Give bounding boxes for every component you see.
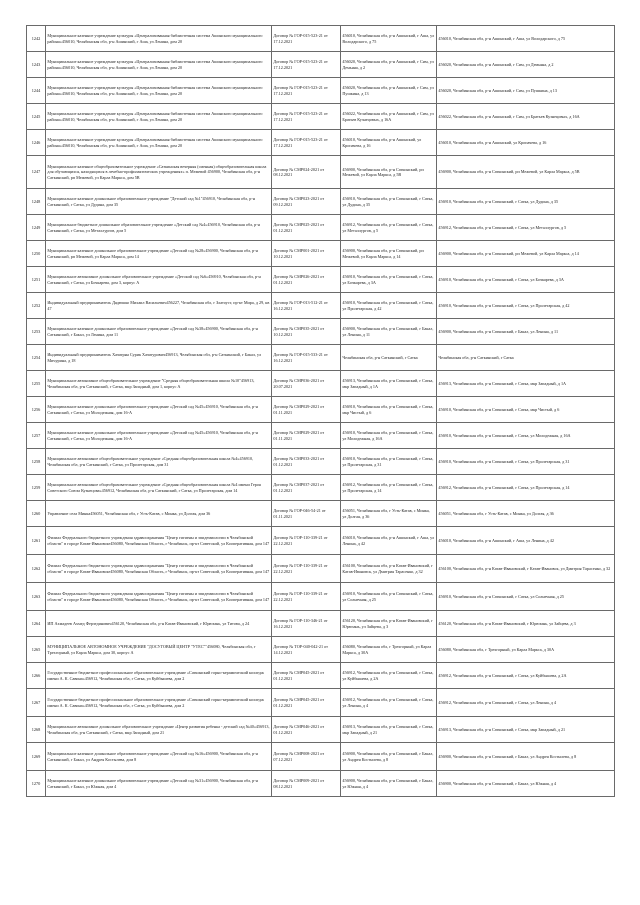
organization-name: Муниципальное казенное учреждение культуры «Централизованная библиотечная система Ашинского муниципального района»456010, Челябинская обл, р-н Ашинский, г Аша, ул Ленина, дом 20: [46, 104, 272, 130]
contract-reference: Договор № СМР025-2021 от 01.12.2021: [272, 215, 341, 241]
row-number: 1247: [27, 156, 46, 189]
service-address: 456900, Челябинская обл, р-н Саткинский, г Бакал, ул Ленина, д 11: [341, 319, 437, 345]
site-address: 456913, Челябинская обл, р-н Саткинский, г Сатка, мкр Западный, д 1А: [437, 371, 615, 397]
service-address: 456910, Челябинская обл, р-н Саткинский, г Сатка, ул Пролетарская, д 31: [341, 449, 437, 475]
service-address: 456910, Челябинская обл, р-н Саткинский, г Сатка, мкр Чистый, д 6: [341, 397, 437, 423]
service-address: 456910, Челябинская обл, р-н Саткинский, г Сатка, ул Пролетарская, д 42: [341, 293, 437, 319]
site-address: 456900, Челябинская обл, р-н Саткинский, рп Межевой, ул Карла Маркса, д 5В: [437, 156, 615, 189]
service-address: 456020, Челябинская обл, р-н Ашинский, г Сим, ул Демьяна, д 2: [341, 52, 437, 78]
registry-table: [26, 25, 615, 797]
organization-name: Муниципальное казенное дошкольное образовательное учреждение «Детский сад №45»456910, Челябинская обл, р-н Саткинский, г Сатка, ул Молодежная, дом 16-А: [46, 397, 272, 423]
table-row: [27, 215, 615, 241]
table-row: [27, 423, 615, 449]
organization-name: ИП Ахмадеев Ахмед Ферзединович456120, Челябинская обл, р-н Катав-Ивановский, г Юрюзань, ул Титова, д 24: [46, 611, 272, 637]
site-address: 456120, Челябинская обл, р-н Катав-Ивановский, г Юрюзань, ул Зайцева, д 3: [437, 611, 615, 637]
site-address: 456022, Челябинская обл, р-н Ашинский, г Сим, ул Братьев Кузнецовых, д 16А: [437, 104, 615, 130]
row-number: 1242: [27, 26, 46, 52]
row-number: 1263: [27, 583, 46, 611]
site-address: 456910, Челябинская обл, р-н Саткинский, г Сатка, ул Солнечная, д 25: [437, 583, 615, 611]
row-number: 1252: [27, 293, 46, 319]
row-number: 1254: [27, 345, 46, 371]
table-row: [27, 555, 615, 583]
organization-name: Филиал Федерального бюджетного учреждения здравоохранения "Центр гигиены и эпидемиологии в Челябинской области" в городе Катав-Ивановске456080, Челябинская Область, г Челябинск, пр-кт Советский, ул Кооперативная, дом 147: [46, 527, 272, 555]
row-number: 1251: [27, 267, 46, 293]
site-address: 456910, Челябинская обл, р-н Саткинский, г Сатка, ул Молодежная, д 16А: [437, 423, 615, 449]
table-row: [27, 611, 615, 637]
organization-name: Филиал Федерального бюджетного учреждения здравоохранения "Центр гигиены и эпидемиологии в Челябинской области" в городе Катав-Ивановске456080, Челябинская Область, г Челябинск, пр-кт Советский, ул Кооперативная, дом 147: [46, 583, 272, 611]
row-number: 1249: [27, 215, 46, 241]
organization-name: Государственное бюджетное профессиональное образовательное учреждение «Саткинский горно-керамический колледж имени А. К. Савина»456912, Челябинская обл, г Сатка, ул Куйбышева, дом 2: [46, 663, 272, 689]
contract-reference: Договор № ГОР-110-339-21 от 22.12.2021: [272, 555, 341, 583]
contract-reference: Договор № ГОР-013-512-21 от 16.12.2021: [272, 293, 341, 319]
organization-name: Муниципальное казенное дошкольное образовательное учреждение «Детский сад №38»456900, Челябинская обл, р-н Саткинский, г Бакал, ул Ленина, дом 11: [46, 319, 272, 345]
contract-reference: Договор № СМР046-2021 от 01.12.2021: [272, 717, 341, 743]
site-address: 456010, Челябинская обл, р-н Ашинский, ул Кропачева, д 16: [437, 130, 615, 156]
table-row: [27, 156, 615, 189]
row-number: 1261: [27, 527, 46, 555]
organization-name: Управление села Минка456051, Челябинская обл, г Усть-Катав, с Минка, ул Долгая, дом 36: [46, 501, 272, 527]
service-address: 456900, Челябинская обл, р-н Саткинский, рп Межевой, ул Карла Маркса, д 5В: [341, 156, 437, 189]
service-address: 456913, Челябинская обл, р-н Саткинский, г Сатка, мкр Западный, д 1А: [341, 371, 437, 397]
organization-name: Муниципальное автономное дошкольное образовательное учреждение «Центр развития ребенка - детский сад №40»456913, Челябинская обл, р-н Саткинский, г Сатка, мкр Западный, дом 21: [46, 717, 272, 743]
organization-name: Муниципальное казенное общеобразовательное учреждение «Саткинская вечерняя (сменная) общеобразовательная школа для обучающихся, находящихся в лечебно-профилактических учреждениях» п. Межевой 456900, Челябинская обл, р-н Саткинский, рп Межевой, ул Карла Маркса, дом 5В: [46, 156, 272, 189]
service-address: 456120, Челябинская обл, р-н Катав-Ивановский, г Юрюзань, ул Зайцева, д 3: [341, 611, 437, 637]
service-address: 456020, Челябинская обл, р-н Ашинский, г Сим, ул Пушкина, д 13: [341, 78, 437, 104]
row-number: 1270: [27, 771, 46, 797]
row-number: 1265: [27, 637, 46, 663]
table-row: [27, 241, 615, 267]
site-address: 456910, Челябинская обл, р-н Саткинский, г Сатка, мкр Чистый, д 6: [437, 397, 615, 423]
table-row: [27, 371, 615, 397]
table-row: [27, 104, 615, 130]
contract-reference: Договор № СМР033-2021 от 01.12.2021: [272, 449, 341, 475]
service-address: 456912, Челябинская обл, р-н Саткинский, г Сатка, ул Пролетарская, д 14: [341, 475, 437, 501]
contract-reference: Договор № ГОР-110-346-21 от 16.12.2021: [272, 611, 341, 637]
row-number: 1260: [27, 501, 46, 527]
service-address: 456912, Челябинская обл, р-н Саткинский, г Сатка, ул Куйбышева, д 2А: [341, 663, 437, 689]
contract-reference: Договор № СМР036-2021 от 20.07.2021: [272, 371, 341, 397]
service-address: 456051, Челябинская обл, г Усть-Катав, с Минка, ул Долгая, д 36: [341, 501, 437, 527]
contract-reference: Договор № СМР035-2021 от 10.12.2021: [272, 319, 341, 345]
contract-reference: Договор № СМР008-2021 от 07.12.2021: [272, 743, 341, 771]
row-number: 1250: [27, 241, 46, 267]
organization-name: Муниципальное автономное дошкольное образовательное учреждение «Детский сад №6»456910, Челябинская обл, р-н Саткинский, г Сатка, ул Бочкарева, дом 3, корпус А: [46, 267, 272, 293]
contract-reference: Договор № СМР024-2021 от 08.12.2021: [272, 156, 341, 189]
service-address: 456022, Челябинская обл, р-н Ашинский, г Сим, ул Братьев Кузнецовых, д 16А: [341, 104, 437, 130]
table-row: [27, 267, 615, 293]
row-number: 1269: [27, 743, 46, 771]
row-number: 1258: [27, 449, 46, 475]
site-address: 456913, Челябинская обл, р-н Саткинский, г Сатка, мкр Западный, д 21: [437, 717, 615, 743]
contract-reference: Договор № ГОР-015-523-21 от 17.12.2021: [272, 78, 341, 104]
site-address: 456910, Челябинская обл, р-н Саткинский, г Сатка, ул Бочкарева, д 3А: [437, 267, 615, 293]
contract-reference: Договор № ГОР-015-523-21 от 17.12.2021: [272, 104, 341, 130]
contract-reference: Договор № СМР045-2021 от 01.12.2021: [272, 663, 341, 689]
service-address: 456912, Челябинская обл, р-н Саткинский, г Сатка, ул Ленина, д 4: [341, 689, 437, 717]
row-number: 1243: [27, 52, 46, 78]
row-number: 1256: [27, 397, 46, 423]
site-address: 456010, Челябинская обл, р-н Ашинский, г Аша, ул Ленина, д 42: [437, 527, 615, 555]
site-address: 456020, Челябинская обл, р-н Ашинский, г Сим, ул Пушкина, д 13: [437, 78, 615, 104]
table-row: [27, 717, 615, 743]
site-address: 456900, Челябинская обл, р-н Саткинский, г Бакал, ул Андрея Костылева, д 8: [437, 743, 615, 771]
organization-name: Муниципальное казенное дошкольное образовательное учреждение «Детский сад №28»456900, Челябинская обл, р-н Саткинский, рп Межевой, ул Карла Маркса, дом 14: [46, 241, 272, 267]
contract-reference: Договор № ГОР-110-339-21 от 22.12.2021: [272, 527, 341, 555]
table-row: [27, 130, 615, 156]
table-row: [27, 771, 615, 797]
contract-reference: Договор № ГОР-110-339-21 от 22.12.2021: [272, 583, 341, 611]
organization-name: Муниципальное казенное учреждение культуры «Централизованная библиотечная система Ашинского муниципального района»456010, Челябинская обл, р-н Ашинский, г Аша, ул Ленина, дом 20: [46, 52, 272, 78]
site-address: 456900, Челябинская обл, р-н Саткинский, рп Межевой, ул Карла Маркса, д 14: [437, 241, 615, 267]
table-row: [27, 26, 615, 52]
organization-name: МУНИЦИПАЛЬНОЕ АВТОНОМНОЕ УЧРЕЖДЕНИЕ "ДОСУГОВЫЙ ЦЕНТР "УТЕС""456080, Челябинская обл, г Трехгорный, ул Карла Маркса, дом 30, корпус А: [46, 637, 272, 663]
row-number: 1267: [27, 689, 46, 717]
registry-table-body: [27, 26, 615, 797]
organization-name: Муниципальное казенное учреждение культуры «Централизованная библиотечная система Ашинского муниципального района»456010, Челябинская обл, р-н Ашинский, г Аша, ул Ленина, дом 20: [46, 26, 272, 52]
site-address: 456900, Челябинская обл, р-н Саткинский, г Бакал, ул Ленина, д 11: [437, 319, 615, 345]
organization-name: Муниципальное казенное дошкольное образовательное учреждение «Детский сад №31»456900, Челябинская обл, р-н Саткинский, г Бакал, ул Южная, дом 4: [46, 771, 272, 797]
contract-reference: Договор № ТОР-040-042-21 от 14.12.2021: [272, 637, 341, 663]
service-address: Челябинская обл, р-н Саткинский, г Сатка: [341, 345, 437, 371]
site-address: 456912, Челябинская обл, р-н Саткинский, г Сатка, ул Куйбышева, д 2А: [437, 663, 615, 689]
contract-reference: Договор № СМР009-2021 от 08.12.2021: [272, 771, 341, 797]
table-row: [27, 345, 615, 371]
table-row: [27, 583, 615, 611]
contract-reference: Договор № СМР026-2021 от 01.12.2021: [272, 267, 341, 293]
site-address: 456912, Челябинская обл, р-н Саткинский, г Сатка, ул Металлургов, д 5: [437, 215, 615, 241]
row-number: 1264: [27, 611, 46, 637]
organization-name: Муниципальное автономное общеобразовательное учреждение "Средняя общеобразовательная школа №10"456913, Челябинская обл, р-н Саткинский, г Сатка, мкр Западный, дом 1, корпус А: [46, 371, 272, 397]
row-number: 1257: [27, 423, 46, 449]
organization-name: Муниципальное автономное общеобразовательное учреждение «Средняя общеобразовательная школа №4»456910, Челябинская обл, р-н Саткинский, г Сатка, ул Пролетарская, дом 31: [46, 449, 272, 475]
service-address: 456913, Челябинская обл, р-н Саткинский, г Сатка, мкр Западный, д 21: [341, 717, 437, 743]
contract-reference: Договор № СМР045-2021 от 01.12.2021: [272, 689, 341, 717]
service-address: 456912, Челябинская обл, р-н Саткинский, г Сатка, ул Металлургов, д 5: [341, 215, 437, 241]
row-number: 1262: [27, 555, 46, 583]
organization-name: Государственное бюджетное профессиональное образовательное учреждение «Саткинский горно-керамический колледж имени А. К. Савина»456912, Челябинская обл, г Сатка, ул Куйбышева, дом 2: [46, 689, 272, 717]
table-row: [27, 189, 615, 215]
site-address: 456910, Челябинская обл, р-н Саткинский, г Сатка, ул Дудина, д 35: [437, 189, 615, 215]
table-row: [27, 637, 615, 663]
service-address: 456100, Челябинская обл, р-н Катав-Ивановский, г Катав-Ивановск, ул Дмитрия Тарасенко, д 32: [341, 555, 437, 583]
organization-name: Филиал Федерального бюджетного учреждения здравоохранения "Центр гигиены и эпидемиологии в Челябинской области" в городе Катав-Ивановске456080, Челябинская Область, г Челябинск, пр-кт Советский, ул Кооперативная, дом 147: [46, 555, 272, 583]
organization-name: Индивидуальный предприниматель Дядюшко Михаил Васильевич456227, Челябинская обл, г Златоуст, пр-кт Мира, д 29, кв 47: [46, 293, 272, 319]
row-number: 1266: [27, 663, 46, 689]
table-row: [27, 527, 615, 555]
site-address: 456020, Челябинская обл, р-н Ашинский, г Сим, ул Демьяна, д 2: [437, 52, 615, 78]
service-address: 456900, Челябинская обл, р-н Саткинский, рп Межевой, ул Карла Маркса, д 14: [341, 241, 437, 267]
row-number: 1255: [27, 371, 46, 397]
row-number: 1268: [27, 717, 46, 743]
contract-reference: Договор № ГОР-015-533-21 от 16.12.2021: [272, 345, 341, 371]
site-address: Челябинская обл, р-н Саткинский, г Сатка: [437, 345, 615, 371]
contract-reference: Договор № СМР001-2021 от 10.12.2021: [272, 241, 341, 267]
organization-name: Муниципальное казенное дошкольное образовательное учреждение «Детский сад №16»456900, Челябинская обл, р-н Саткинский, г Бакал, ул Андрея Костылева, дом 8: [46, 743, 272, 771]
row-number: 1253: [27, 319, 46, 345]
table-row: [27, 475, 615, 501]
row-number: 1246: [27, 130, 46, 156]
table-row: [27, 501, 615, 527]
site-address: 456010, Челябинская обл, р-н Ашинский, г Аша, ул Володарского, д 75: [437, 26, 615, 52]
contract-reference: Договор № СМР029-2021 от 01.11.2021: [272, 423, 341, 449]
site-address: 456080, Челябинская обл, г Трехгорный, ул Карла Маркса, д 30А: [437, 637, 615, 663]
organization-name: Муниципальное казенное учреждение культуры «Централизованная библиотечная система Ашинского муниципального района»456010, Челябинская обл, р-н Ашинский, г Аша, ул Ленина, дом 20: [46, 78, 272, 104]
service-address: 456010, Челябинская обл, р-н Ашинский, ул Кропачева, д 16: [341, 130, 437, 156]
service-address: 456910, Челябинская обл, р-н Саткинский, г Сатка, ул Дудина, д 35: [341, 189, 437, 215]
table-row: [27, 397, 615, 423]
organization-name: Муниципальное казенное дошкольное образовательное учреждение «Детский сад №45»456910, Челябинская обл, р-н Саткинский, г Сатка, ул Молодежная, дом 16-А: [46, 423, 272, 449]
contract-reference: Договор № ГОР-015-523-21 от 17.12.2021: [272, 26, 341, 52]
organization-name: Муниципальное бюджетное дошкольное образовательное учреждение «Детский сад №4»456910, Челябинская обл, р-н Саткинский, г Сатка, ул Металлургов, дом 5: [46, 215, 272, 241]
site-address: 456912, Челябинская обл, р-н Саткинский, г Сатка, ул Пролетарская, д 14: [437, 475, 615, 501]
table-row: [27, 52, 615, 78]
row-number: 1259: [27, 475, 46, 501]
site-address: 456100, Челябинская обл, р-н Катав-Ивановский, г Катав-Ивановск, ул Дмитрия Тарасенко, д 32: [437, 555, 615, 583]
organization-name: Муниципальное казенное учреждение культуры «Централизованная библиотечная система Ашинского муниципального района»456010, Челябинская обл, р-н Ашинский, г Аша, ул Ленина, дом 20: [46, 130, 272, 156]
table-row: [27, 689, 615, 717]
site-address: 456900, Челябинская обл, р-н Саткинский, г Бакал, ул Южная, д 4: [437, 771, 615, 797]
table-row: [27, 743, 615, 771]
table-row: [27, 449, 615, 475]
table-row: [27, 78, 615, 104]
service-address: 456910, Челябинская обл, р-н Саткинский, г Сатка, ул Молодежная, д 16А: [341, 423, 437, 449]
service-address: 456010, Челябинская обл, р-н Ашинский, г Аша, ул Ленина, д 42: [341, 527, 437, 555]
service-address: 456010, Челябинская обл, р-н Ашинский, г Аша, ул Володарского, д 75: [341, 26, 437, 52]
service-address: 456900, Челябинская обл, р-н Саткинский, г Бакал, ул Южная, д 4: [341, 771, 437, 797]
contract-reference: Договор № ГОР-015-523-21 от 17.12.2021: [272, 52, 341, 78]
organization-name: Индивидуальный предприниматель Хачатрян Сурик Хачатурович456913, Челябинская обл, р-н Саткинский, г Бакал, ул Мичурина, д 18: [46, 345, 272, 371]
row-number: 1248: [27, 189, 46, 215]
site-address: 456910, Челябинская обл, р-н Саткинский, г Сатка, ул Пролетарская, д 31: [437, 449, 615, 475]
site-address: 456910, Челябинская обл, р-н Саткинский, г Сатка, ул Пролетарская, д 42: [437, 293, 615, 319]
contract-reference: Договор № ГОР-015-523-21 от 17.12.2021: [272, 130, 341, 156]
service-address: 456900, Челябинская обл, р-н Саткинский, г Бакал, ул Андрея Костылева, д 8: [341, 743, 437, 771]
site-address: 456912, Челябинская обл, р-н Саткинский, г Сатка, ул Ленина, д 4: [437, 689, 615, 717]
contract-reference: Договор № СМР029-2021 от 01.11.2021: [272, 397, 341, 423]
row-number: 1244: [27, 78, 46, 104]
site-address: 456051, Челябинская обл, г Усть-Катав, с Минка, ул Долгая, д 36: [437, 501, 615, 527]
service-address: 456910, Челябинская обл, р-н Саткинский, г Сатка, ул Бочкарева, д 3А: [341, 267, 437, 293]
table-row: [27, 293, 615, 319]
contract-reference: Договор № ГОР-046-54-21 от 01.11.2021: [272, 501, 341, 527]
service-address: 456910, Челябинская обл, р-н Саткинский, г Сатка, ул Солнечная, д 25: [341, 583, 437, 611]
organization-name: Муниципальное автономное общеобразовательное учреждение «Средняя общеобразовательная школа №4 имени Героя Советского Союза Кузнецова»456912, Челябинская обл, р-н Саткинский, г Сатка, ул Пролетарская, дом 14: [46, 475, 272, 501]
contract-reference: Договор № СМР037-2021 от 01.12.2021: [272, 475, 341, 501]
contract-reference: Договор № СМР023-2021 от 09.12.2021: [272, 189, 341, 215]
organization-name: Муниципальное казенное дошкольное образовательное учреждение "Детский сад №1"456910, Челябинская обл, р-н Саткинский, г Сатка, ул Дудина, дом 35: [46, 189, 272, 215]
service-address: 456080, Челябинская обл, г Трехгорный, ул Карла Маркса, д 30А: [341, 637, 437, 663]
table-row: [27, 663, 615, 689]
row-number: 1245: [27, 104, 46, 130]
table-row: [27, 319, 615, 345]
